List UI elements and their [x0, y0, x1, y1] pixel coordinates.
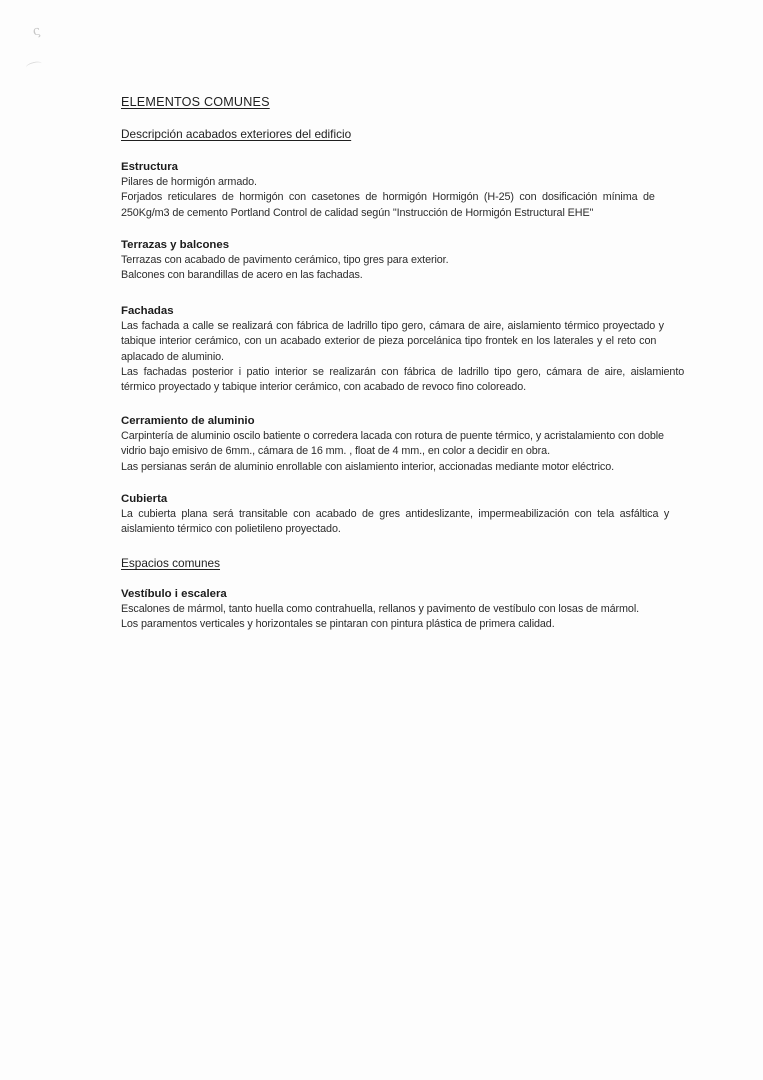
text-line: Los paramentos verticales y horizontales se pintaran con pintura plástica de primera calidad. — [121, 618, 555, 631]
text-line: aplacado de aluminio. — [121, 350, 224, 363]
section-fachadas — [121, 303, 694, 395]
group-heading-espacios-comunes: Espacios comunes — [121, 556, 221, 570]
text-line: Balcones con barandillas de acero en las fachadas. — [121, 269, 363, 282]
section-cubierta — [121, 491, 694, 538]
section-heading: Terrazas y balcones — [121, 239, 230, 251]
document-title: ELEMENTOS COMUNES — [121, 95, 270, 109]
text-line: vidrio bajo emisivo de 6mm., cámara de 16 mm. , float de 4 mm., en color a decidir en obra. — [121, 445, 550, 458]
text-line: Pilares de hormigón armado. — [121, 176, 257, 188]
section-heading: Cubierta — [121, 493, 168, 505]
text-line: La cubierta plana será transitable con acabado de gres antideslizante, impermeabilización con tela asfáltica y — [121, 508, 670, 520]
scan-smudge — [25, 60, 42, 71]
document-subtitle: Descripción acabados exteriores del edificio — [121, 127, 352, 141]
section-heading: Cerramiento de aluminio — [121, 415, 255, 427]
text-line: tabique interior cerámico, con un acabado exterior de pieza porcelánica tipo frontek en los laterales y el reto con — [121, 335, 657, 348]
text-line: Las fachada a calle se realizará con fábrica de ladrillo tipo gero, cámara de aire, aislamiento térmico proyectado y — [121, 320, 664, 332]
section-terrazas-y-balcones — [121, 237, 694, 284]
text-line: térmico proyectado y tabique interior cerámico, con acabado de revoco fino coloreado. — [121, 381, 527, 394]
text-line: Las persianas serán de aluminio enrollable con aislamiento interior, accionadas mediante motor eléctrico. — [121, 460, 615, 473]
section-heading: Fachadas — [121, 305, 174, 317]
text-line: Forjados reticulares de hormigón con casetones de hormigón Hormigón (H-25) con dosificación mínima de — [121, 191, 655, 204]
text-line: Terrazas con acabado de pavimento cerámico, tipo gres para exterior. — [121, 254, 449, 266]
text-line: 250Kg/m3 de cemento Portland Control de calidad según "Instrucción de Hormigón Estructural EHE" — [121, 206, 594, 219]
text-line: aislamiento térmico con polietileno proyectado. — [121, 523, 341, 536]
section-vestibulo-i-escalera — [121, 586, 694, 633]
text-line: Las fachadas posterior i patio interior se realizarán con fábrica de ladrillo tipo gero, cámara de aire, aislamiento — [121, 365, 685, 378]
section-heading: Vestíbulo i escalera — [121, 588, 227, 600]
scan-smudge: ς — [31, 23, 42, 40]
section-estructura — [121, 159, 694, 221]
section-cerramiento-de-aluminio — [121, 413, 694, 475]
text-line: Escalones de mármol, tanto huella como contrahuella, rellanos y pavimento de vestíbulo con losas de mármol. — [121, 603, 640, 615]
text-line: Carpintería de aluminio oscilo batiente o corredera lacada con rotura de puente térmico, y acristalamiento con doble — [121, 430, 664, 442]
section-heading: Estructura — [121, 161, 178, 173]
